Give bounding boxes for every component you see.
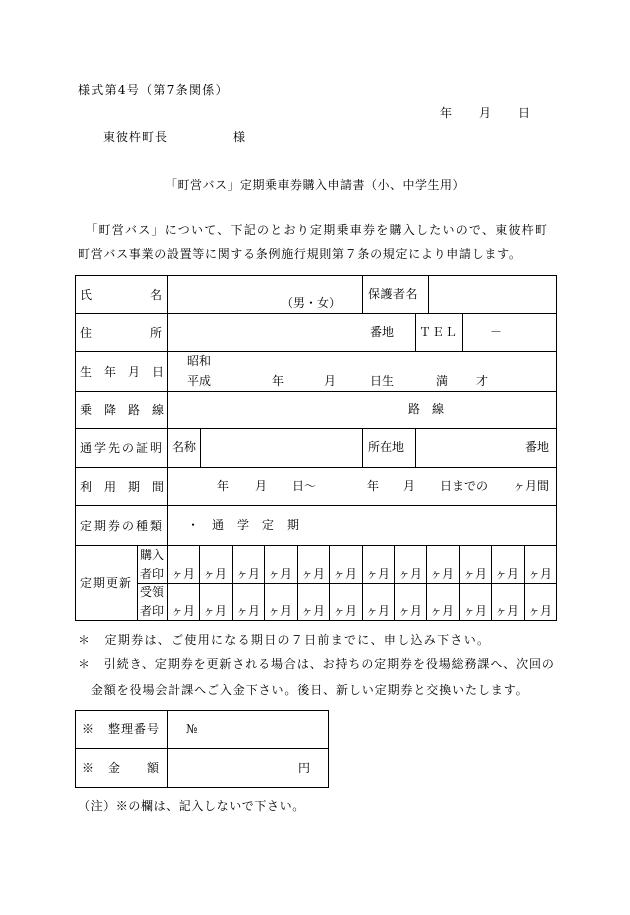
reference-number-prefix: №	[186, 722, 198, 736]
receiver-stamp-cell	[264, 583, 298, 621]
month-unit: ヶ月	[301, 604, 326, 618]
era-showa: 昭和	[187, 354, 212, 368]
month-unit: ヶ月	[463, 567, 488, 581]
purchaser-stamp-cell	[426, 545, 460, 584]
address-field	[167, 313, 416, 352]
receiver-stamp-label: 受領	[140, 585, 165, 599]
amount-unit: 円	[298, 761, 311, 775]
month-unit: ヶ月	[203, 604, 228, 618]
guardian-label-cell	[362, 275, 429, 314]
address-label: 住 所	[80, 325, 165, 340]
school-name-field	[200, 428, 363, 468]
month-unit: ヶ月	[463, 604, 488, 618]
month-unit: ヶ月	[528, 567, 553, 581]
note-item: ＊ 定期券は、ご使用になる期日の７日前までに、申し込み下さい。	[78, 633, 491, 647]
birth-month-suffix: 月	[324, 374, 337, 388]
reference-number-label: ※ 整理番号	[82, 722, 161, 736]
purchaser-stamp-cell	[297, 545, 330, 584]
month-unit: ヶ月	[366, 567, 391, 581]
month-unit: ヶ月	[430, 604, 455, 618]
receiver-stamp-cell	[426, 583, 460, 621]
month-unit: ヶ月	[171, 567, 196, 581]
amount-label: ※ 金 額	[82, 761, 161, 775]
school-certification-label-cell	[75, 428, 168, 468]
amount-field	[167, 748, 329, 788]
ticket-type-label: 定期券の種類	[80, 518, 165, 533]
name-field	[167, 275, 363, 314]
school-location-field	[415, 428, 557, 468]
purchaser-stamp-cell	[329, 545, 363, 584]
guardian-label: 保護者名	[368, 287, 419, 301]
purchaser-stamp-cell	[459, 545, 492, 584]
receiver-stamp-cell	[232, 583, 265, 621]
receiver-stamp-cell	[362, 583, 395, 621]
month-unit: ヶ月	[366, 604, 391, 618]
tel-separator: －	[490, 325, 503, 339]
purchaser-stamp-cell	[491, 545, 525, 584]
era-heisei: 平成	[187, 374, 212, 388]
renewal-label-cell	[75, 545, 138, 621]
route-label: 乗 降 路 線	[80, 403, 165, 417]
end-month-suffix: 月	[403, 479, 416, 493]
date-line: 年 月 日	[440, 106, 532, 120]
month-unit: ヶ月	[301, 567, 326, 581]
end-day-suffix: 日までの	[440, 479, 489, 493]
purchaser-stamp-cell	[232, 545, 265, 584]
month-unit: ヶ月	[268, 567, 293, 581]
month-unit: ヶ月	[430, 567, 455, 581]
month-unit: ヶ月	[236, 604, 261, 618]
start-month-suffix: 月	[255, 479, 268, 493]
route-label-cell	[75, 391, 168, 429]
intro-line: 町営バス事業の設置等に関する条例施行規則第７条の規定により申請します。	[78, 247, 522, 261]
purchaser-stamp-cell	[199, 545, 233, 584]
office-use-table	[75, 710, 329, 788]
birth-date-label-cell	[75, 351, 168, 392]
name-label-cell	[75, 275, 168, 314]
purchaser-stamp-cell	[394, 545, 427, 584]
school-certification-label: 通学先の証明	[80, 441, 165, 455]
address-label-cell	[75, 313, 168, 352]
purchaser-stamp-label: 者印	[140, 567, 165, 581]
addressee: 東彼杵町長 様	[103, 130, 247, 144]
ticket-type-value: ・ 通 学 定 期	[187, 518, 300, 532]
tel-field	[462, 313, 557, 352]
address-street-number-suffix: 番地	[370, 325, 395, 339]
receiver-stamp-label-cell	[137, 583, 168, 621]
receiver-stamp-cell	[524, 583, 557, 621]
form-number: 様式第4号（第7条関係）	[78, 83, 229, 97]
application-table	[75, 275, 557, 621]
intro-line: 「町営バス」について、下記のとおり定期乗車券を購入したいので、東彼杵町	[78, 223, 549, 237]
ticket-type-label-cell	[75, 505, 168, 546]
age-prefix: 満	[436, 374, 449, 388]
month-unit: ヶ月	[236, 567, 261, 581]
month-unit: ヶ月	[495, 604, 520, 618]
school-street-number-suffix: 番地	[525, 440, 550, 454]
purchaser-stamp-cell	[167, 545, 200, 584]
start-year-suffix: 年	[217, 479, 230, 493]
age-suffix: 才	[476, 374, 489, 388]
footnote: （注）※の欄は、記入しないで下さい。	[78, 799, 305, 813]
month-unit: ヶ月	[398, 604, 423, 618]
month-unit: ヶ月	[398, 567, 423, 581]
ticket-type-field	[167, 505, 557, 546]
month-unit: ヶ月	[203, 567, 228, 581]
usage-period-label-cell	[75, 467, 168, 506]
usage-period-label: 利 用 期 間	[80, 479, 165, 494]
duration-suffix: ヶ月間	[513, 479, 550, 493]
tel-label-cell	[415, 313, 463, 352]
receiver-stamp-cell	[459, 583, 492, 621]
start-day-suffix: 日～	[292, 479, 317, 493]
month-unit: ヶ月	[333, 567, 358, 581]
gender-choice: （男・女）	[281, 296, 342, 310]
birth-date-label: 生 年 月 日	[80, 364, 165, 379]
school-location-label-cell	[362, 428, 416, 468]
receiver-stamp-cell	[394, 583, 427, 621]
month-unit: ヶ月	[495, 567, 520, 581]
purchaser-stamp-label-cell	[137, 545, 168, 584]
guardian-name-field	[428, 275, 557, 314]
end-year-suffix: 年	[367, 479, 380, 493]
receiver-stamp-cell	[297, 583, 330, 621]
month-unit: ヶ月	[528, 604, 553, 618]
receiver-stamp-cell	[199, 583, 233, 621]
tel-label: ＴＥＬ	[419, 325, 459, 339]
route-field	[167, 391, 557, 429]
note-item: 金額を役場会計課へご入金下さい。後日、新しい定期券と交換いたします。	[78, 683, 529, 697]
receiver-stamp-cell	[329, 583, 363, 621]
birth-year-suffix: 年	[272, 374, 285, 388]
month-unit: ヶ月	[171, 604, 196, 618]
reference-number-label-cell	[75, 710, 168, 749]
school-name-label: 名称	[172, 440, 197, 454]
form-title: 「町営バス」定期乗車券購入申請書（小、中学生用）	[164, 178, 465, 192]
birth-day-suffix: 日生	[370, 374, 395, 388]
birth-date-field	[167, 351, 557, 392]
name-label: 氏 名	[80, 287, 165, 302]
month-unit: ヶ月	[333, 604, 358, 618]
amount-label-cell	[75, 748, 168, 788]
school-location-label: 所在地	[368, 440, 405, 454]
receiver-stamp-label: 者印	[140, 604, 165, 618]
purchaser-stamp-cell	[524, 545, 557, 584]
receiver-stamp-cell	[491, 583, 525, 621]
purchaser-stamp-cell	[362, 545, 395, 584]
renewal-label: 定期更新	[80, 576, 133, 590]
note-item: ＊ 引続き、定期券を更新される場合は、お持ちの定期券を役場総務課へ、次回の	[78, 657, 555, 671]
purchaser-stamp-label: 購入	[140, 548, 165, 562]
month-unit: ヶ月	[268, 604, 293, 618]
school-name-label-cell	[167, 428, 201, 468]
receiver-stamp-cell	[167, 583, 200, 621]
reference-number-field	[167, 710, 329, 749]
purchaser-stamp-cell	[264, 545, 298, 584]
route-suffix: 路 線	[408, 402, 445, 416]
usage-period-field	[167, 467, 557, 506]
